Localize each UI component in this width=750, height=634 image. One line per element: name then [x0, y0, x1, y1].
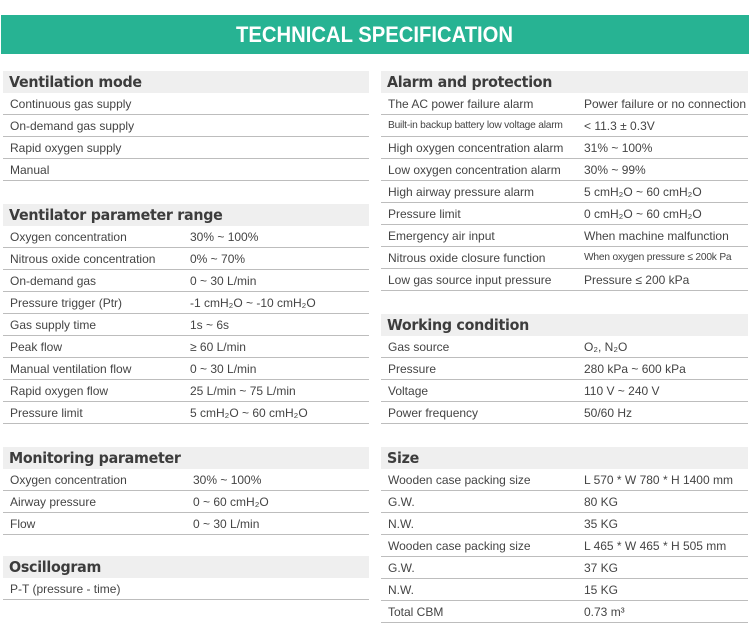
- row-label: G.W.: [388, 560, 415, 575]
- row-label: Wooden case packing size: [388, 472, 531, 487]
- table-row: [381, 115, 748, 137]
- section-size: [381, 447, 748, 623]
- row-value: 35 KG: [584, 516, 619, 531]
- row-value: < 11.3 ± 0.3V: [584, 118, 655, 133]
- table-row: [381, 358, 748, 380]
- section-working-condition: [381, 314, 748, 424]
- row-label: Emergency air input: [388, 228, 495, 243]
- table-row: [381, 557, 748, 579]
- row-value: 25 L/min ~ 75 L/min: [190, 383, 296, 398]
- row-value: 0 cmH₂O ~ 60 cmH₂O: [584, 206, 702, 221]
- row-label: Oxygen concentration: [10, 229, 127, 244]
- row-label: Wooden case packing size: [388, 538, 531, 553]
- row-label: Manual: [10, 162, 50, 177]
- section-title: Ventilation mode: [3, 71, 369, 93]
- row-value: When oxygen pressure ≤ 200k Pa: [584, 252, 732, 263]
- row-label: Voltage: [388, 383, 429, 398]
- section-title: Ventilator parameter range: [3, 204, 369, 226]
- row-value: 37 KG: [584, 560, 619, 575]
- row-value: Power failure or no connection: [584, 96, 747, 111]
- table-row: [3, 314, 369, 336]
- table-row: [381, 159, 748, 181]
- row-value: 30% ~ 100%: [193, 472, 262, 487]
- row-label: G.W.: [388, 494, 415, 509]
- table-row: [381, 579, 748, 601]
- table-row: [3, 159, 369, 181]
- row-label: Pressure trigger (Ptr): [10, 295, 123, 310]
- row-value: When machine malfunction: [584, 228, 729, 243]
- row-value: L 465 * W 465 * H 505 mm: [584, 538, 727, 553]
- section-ventilation-mode: [3, 71, 369, 181]
- section-title: Working condition: [381, 314, 748, 336]
- table-row: [3, 115, 369, 137]
- row-label: Gas source: [388, 339, 450, 354]
- table-row: [3, 578, 369, 600]
- row-label: Rapid oxygen flow: [10, 383, 109, 398]
- row-value: 0 ~ 30 L/min: [190, 273, 257, 288]
- table-row: [381, 93, 748, 115]
- row-label: High oxygen concentration alarm: [388, 140, 564, 155]
- right-column: [381, 71, 748, 623]
- table-row: [381, 491, 748, 513]
- row-label: Nitrous oxide closure function: [388, 250, 546, 265]
- row-value: 0 ~ 60 cmH₂O: [193, 494, 269, 509]
- table-row: [3, 358, 369, 380]
- row-label: On-demand gas supply: [10, 118, 135, 133]
- table-row: [381, 402, 748, 424]
- table-row: [381, 203, 748, 225]
- row-value: 15 KG: [584, 582, 619, 597]
- table-row: [3, 336, 369, 358]
- row-value: 0 ~ 30 L/min: [193, 516, 260, 531]
- row-label: Nitrous oxide concentration: [10, 251, 156, 266]
- section-oscillogram: [3, 556, 369, 600]
- row-value: 50/60 Hz: [584, 405, 633, 420]
- row-label: On-demand gas: [10, 273, 97, 288]
- row-value: 0 ~ 30 L/min: [190, 361, 257, 376]
- row-label: Oxygen concentration: [10, 472, 127, 487]
- row-label: Flow: [10, 516, 36, 531]
- row-value: 80 KG: [584, 494, 619, 509]
- row-label: High airway pressure alarm: [388, 184, 535, 199]
- left-column: [3, 71, 369, 600]
- table-row: [381, 513, 748, 535]
- row-value: 30% ~ 99%: [584, 162, 646, 177]
- table-row: [381, 225, 748, 247]
- row-value: Pressure ≤ 200 kPa: [584, 272, 690, 287]
- page-title: TECHNICAL SPECIFICATION: [236, 21, 514, 47]
- section-ventilator-parameter-range: [3, 204, 369, 424]
- row-value: 0.73 m³: [584, 604, 625, 619]
- section-alarm-and-protection: [381, 71, 748, 291]
- row-value: 110 V ~ 240 V: [584, 383, 660, 398]
- row-label: N.W.: [388, 516, 414, 531]
- section-monitoring-parameter: [3, 447, 369, 535]
- row-label: Built-in backup battery low voltage alarm: [388, 120, 563, 131]
- row-label: Low oxygen concentration alarm: [388, 162, 561, 177]
- row-value: 5 cmH₂O ~ 60 cmH₂O: [190, 405, 308, 420]
- table-row: [3, 380, 369, 402]
- table-row: [3, 137, 369, 159]
- section-title: Alarm and protection: [381, 71, 748, 93]
- row-label: Pressure limit: [10, 405, 83, 420]
- table-row: [381, 247, 748, 269]
- row-label: The AC power failure alarm: [388, 96, 534, 111]
- table-row: [381, 336, 748, 358]
- row-value: -1 cmH₂O ~ -10 cmH₂O: [190, 295, 316, 310]
- row-value: O₂, N₂O: [584, 339, 628, 354]
- row-value: 280 kPa ~ 600 kPa: [584, 361, 686, 376]
- table-row: [381, 535, 748, 557]
- row-label: Airway pressure: [10, 494, 97, 509]
- row-value: 30% ~ 100%: [190, 229, 259, 244]
- row-label: Peak flow: [10, 339, 63, 354]
- row-label: N.W.: [388, 582, 414, 597]
- table-row: [381, 181, 748, 203]
- section-title: Size: [381, 447, 748, 469]
- row-label: Power frequency: [388, 405, 479, 420]
- row-label: Rapid oxygen supply: [10, 140, 122, 155]
- table-row: [381, 380, 748, 402]
- row-value: 5 cmH₂O ~ 60 cmH₂O: [584, 184, 702, 199]
- table-row: [381, 601, 748, 623]
- section-title: Oscillogram: [3, 556, 369, 578]
- row-label: Continuous gas supply: [10, 96, 132, 111]
- table-row: [3, 292, 369, 314]
- table-row: [3, 270, 369, 292]
- spec-banner: [1, 15, 749, 54]
- row-label: P-T (pressure - time): [10, 581, 121, 596]
- table-row: [3, 248, 369, 270]
- table-row: [381, 469, 748, 491]
- table-row: [381, 137, 748, 159]
- row-label: Gas supply time: [10, 317, 97, 332]
- table-row: [381, 269, 748, 291]
- table-row: [3, 402, 369, 424]
- row-label: Pressure limit: [388, 206, 461, 221]
- row-value: 1s ~ 6s: [190, 317, 230, 332]
- row-value: 0% ~ 70%: [190, 251, 246, 266]
- table-row: [3, 93, 369, 115]
- table-row: [3, 469, 369, 491]
- row-label: Manual ventilation flow: [10, 361, 132, 376]
- row-label: Total CBM: [388, 604, 444, 619]
- table-row: [3, 226, 369, 248]
- table-row: [3, 491, 369, 513]
- table-row: [3, 513, 369, 535]
- row-label: Pressure: [388, 361, 437, 376]
- section-title: Monitoring parameter: [3, 447, 369, 469]
- row-label: Low gas source input pressure: [388, 272, 552, 287]
- row-value: L 570 * W 780 * H 1400 mm: [584, 472, 733, 487]
- row-value: 31% ~ 100%: [584, 140, 653, 155]
- row-value: ≥ 60 L/min: [190, 339, 246, 354]
